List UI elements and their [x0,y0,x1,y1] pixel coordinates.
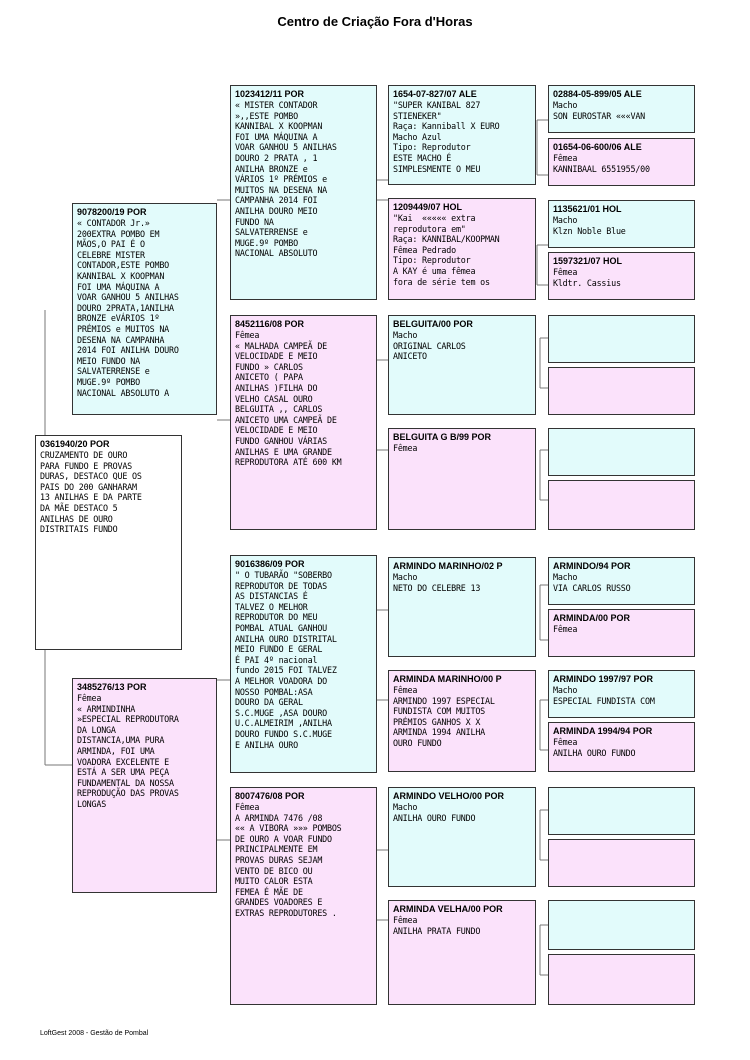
g5-card-11-description: Macho ESPECIAL FUNDISTA COM [553,685,655,706]
g5-card-3[interactable] [548,200,695,248]
dsd-card[interactable] [388,670,536,772]
g5-card-8[interactable] [548,480,695,530]
g5-card-4-ring-number: 1597321/07 HOL [553,256,623,266]
sire-pigeon-card[interactable] [72,203,217,415]
sss-card[interactable] [388,85,536,185]
subject-pigeon-card[interactable] [35,435,182,650]
g5-card-10[interactable] [548,609,695,657]
g5-card-12[interactable] [548,722,695,772]
ssd-ring-number: 1209449/07 HOL [393,202,463,212]
g5-card-11-ring-number: ARMINDO 1997/97 POR [553,674,654,684]
sdd-ring-number: BELGUITA G B/99 POR [393,432,492,442]
sire-sire-ring-number: 1023412/11 POR [235,89,305,99]
sdd-description: Fêmea [393,443,418,453]
subject-description: CRUZAMENTO DE OURO PARA FUNDO E PROVAS DURAS, DESTACO QUE OS PAIS DO 200 GANHARAM 13 ANILHAS E DA PARTE DA MÃE DESTACO 5 ANILHAS DE OURO DISTRITAIS FUNDO [40,450,142,535]
g5-card-13[interactable] [548,787,695,835]
sdd-card[interactable] [388,428,536,530]
g5-card-10-ring-number: ARMINDA/00 POR [553,613,631,623]
dam-ring-number: 3485276/13 POR [77,682,147,692]
g5-card-3-ring-number: 1135621/01 HOL [553,204,622,214]
g5-card-15[interactable] [548,900,695,950]
g5-card-1-ring-number: 02884-05-899/05 ALE [553,89,642,99]
ddd-description: Fêmea ANILHA PRATA FUNDO [393,915,481,936]
g5-card-9[interactable] [548,557,695,605]
sss-description: "SUPER KANIBAL 827 STIENEKER" Raça: Kanniball X EURO Macho Azul Tipo: Reprodutor ESTE MACHO É SIMPLESMENTE O MEU [393,100,500,174]
dam-pigeon-card[interactable] [72,678,217,893]
dss-description: Macho NETO DO CELEBRE 13 [393,572,481,593]
g5-card-3-description: Macho Klzn Noble Blue [553,215,626,236]
ssd-card[interactable] [388,198,536,300]
page-title: Centro de Criação Fora d'Horas [277,14,473,29]
g5-card-16[interactable] [548,954,695,1005]
sss-ring-number: 1654-07-827/07 ALE [393,89,477,99]
g5-card-9-description: Macho VIA CARLOS RUSSO [553,572,631,593]
g5-card-2[interactable] [548,138,695,186]
dsd-description: Fêmea ARMINDO 1997 ESPECIAL FUNDISTA COM MUITOS PRÉMIOS GANHOS X X ARMINDA 1994 ANILHA OURO FUNDO [393,685,495,748]
dss-ring-number: ARMINDO MARINHO/02 P [393,561,503,571]
sire-dam-ring-number: 8452116/08 POR [235,319,305,329]
g5-card-12-ring-number: ARMINDA 1994/94 POR [553,726,653,736]
g5-card-10-description: Fêmea [553,624,578,634]
dam-dam-description: Fêmea A ARMINDA 7476 /08 «« A VIBORA »»» POMBOS DE OURO A VOAR FUNDO PRINCIPALMENTE EM PROVAS DURAS SEJAM VENTO DE BICO OU MUITO CALOR ESTA FEMEA É MÃE DE GRANDES VOADORES E EXTRAS REPRODUTORES . [235,802,342,918]
dam-dam-ring-number: 8007476/08 POR [235,791,305,801]
ssd-description: "Kai ««««« extra reprodutora em" Raça: KANNIBAL/KOOPMAN Fêmea Pedrado Tipo: Reprodutor A KAY é uma fêmea fora de série tem os [393,213,500,287]
footer-credit: LoftGest 2008 - Gestão de Pombal [40,1030,149,1037]
g5-card-1[interactable] [548,85,695,133]
sds-ring-number: BELGUITA/00 POR [393,319,473,329]
g5-card-14[interactable] [548,839,695,887]
dam-sire-description: " O TUBARÃO "SOBERBO REPRODUTOR DE TODAS AS DISTANCIAS É TALVEZ O MELHOR REPRODUTOR DO MEU POMBAL ATUAL GANHOU ANILHA OURO DISTRITAL MEIO FUNDO E GERAL É PAI 4º nacional fundo 2015 FOI TALVEZ A MELHOR VOADORA DO NOSSO POMBAL:ASA DOURO DA GERAL S.C.MUGE ,ASA DOURO U.C.ALMEIRIM ,ANILHA DOURO FUNDO S.C.MUGE E ANILHA OURO [235,570,337,750]
dss-card[interactable] [388,557,536,657]
ddd-card[interactable] [388,900,536,1005]
g5-card-5[interactable] [548,315,695,363]
sds-card[interactable] [388,315,536,415]
g5-card-6[interactable] [548,367,695,415]
dds-card[interactable] [388,787,536,887]
dds-description: Macho ANILHA OURO FUNDO [393,802,476,823]
g5-card-11[interactable] [548,670,695,718]
dsd-ring-number: ARMINDA MARINHO/00 P [393,674,502,684]
dam-dam-card[interactable] [230,787,377,1005]
sire-dam-card[interactable] [230,315,377,530]
subject-ring-number: 0361940/20 POR [40,439,110,449]
g5-card-2-ring-number: 01654-06-600/06 ALE [553,142,642,152]
dds-ring-number: ARMINDO VELHO/00 POR [393,791,505,801]
sire-sire-description: « MISTER CONTADOR »,,ESTE POMBO KANNIBAL X KOOPMAN FOI UMA MÁQUINA A VOAR GANHOU 5 ANILHAS DOURO 2 PRATA , 1 ANILHA BRONZE e VÁRIOS 1º PRÉMIOS e MUITOS NA DESENA NA CAMPANHA 2014 FOI ANILHA DOURO MEIO FUNDO NA SALVATERRENSE e MUGE.9º POMBO NACIONAL ABSOLUTO [235,100,337,259]
sire-ring-number: 9078200/19 POR [77,207,147,217]
dam-sire-card[interactable] [230,555,377,773]
g5-card-12-description: Fêmea ANILHA OURO FUNDO [553,737,636,758]
g5-card-2-description: Fêmea KANNIBAAL 6551955/00 [553,153,650,174]
g5-card-7[interactable] [548,428,695,476]
g5-card-1-description: Macho SON EUROSTAR «««VAN [553,100,646,121]
ddd-ring-number: ARMINDA VELHA/00 POR [393,904,503,914]
sire-description: « CONTADOR Jr.» 200EXTRA POMBO EM MÃOS,O PAI É O CELEBRE MISTER CONTADOR,ESTE POMBO KANNIBAL X KOOPMAN FOI UMA MÁQUINA A VOAR GANHOU 5 ANILHAS DOURO 2PRATA,1ANILHA BRONZE eVÁRIOS 1º PRÉMIOS e MUITOS NA DESENA NA CAMPANHA 2014 FOI ANILHA DOURO MEIO FUNDO NA SALVATERRENSE e MUGE.9º POMBO NACIONAL ABSOLUTO A [77,218,179,398]
g5-card-9-ring-number: ARMINDO/94 POR [553,561,631,571]
g5-card-4-description: Fêmea Kldtr. Cassius [553,267,621,288]
g5-card-4[interactable] [548,252,695,300]
dam-sire-ring-number: 9016386/09 POR [235,559,305,569]
sire-dam-description: Fêmea « MALHADA CAMPEÃ DE VELOCIDADE E MEIO FUNDO » CARLOS ANICETO ( PAPA ANILHAS )FILHA DO VELHO CASAL OURO BELGUITA ,, CARLOS ANICETO UMA CAMPEÃ DE VELOCIDADE E MEIO FUNDO GANHOU VÁRIAS ANILHAS E UMA GRANDE REPRODUTORA ATÉ 600 KM [235,330,342,468]
sire-sire-card[interactable] [230,85,377,300]
dam-description: Fêmea « ARMINDINHA »ESPECIAL REPRODUTORA DA LONGA DISTANCIA,UMA PURA ARMINDA, FOI UMA VOADORA EXCELENTE E ESTÁ A SER UMA PEÇA FUNDAMENTAL DA NOSSA REPRODUÇÃO DAS PROVAS LONGAS [77,693,179,809]
sds-description: Macho ORIGINAL CARLOS ANICETO [393,330,466,362]
